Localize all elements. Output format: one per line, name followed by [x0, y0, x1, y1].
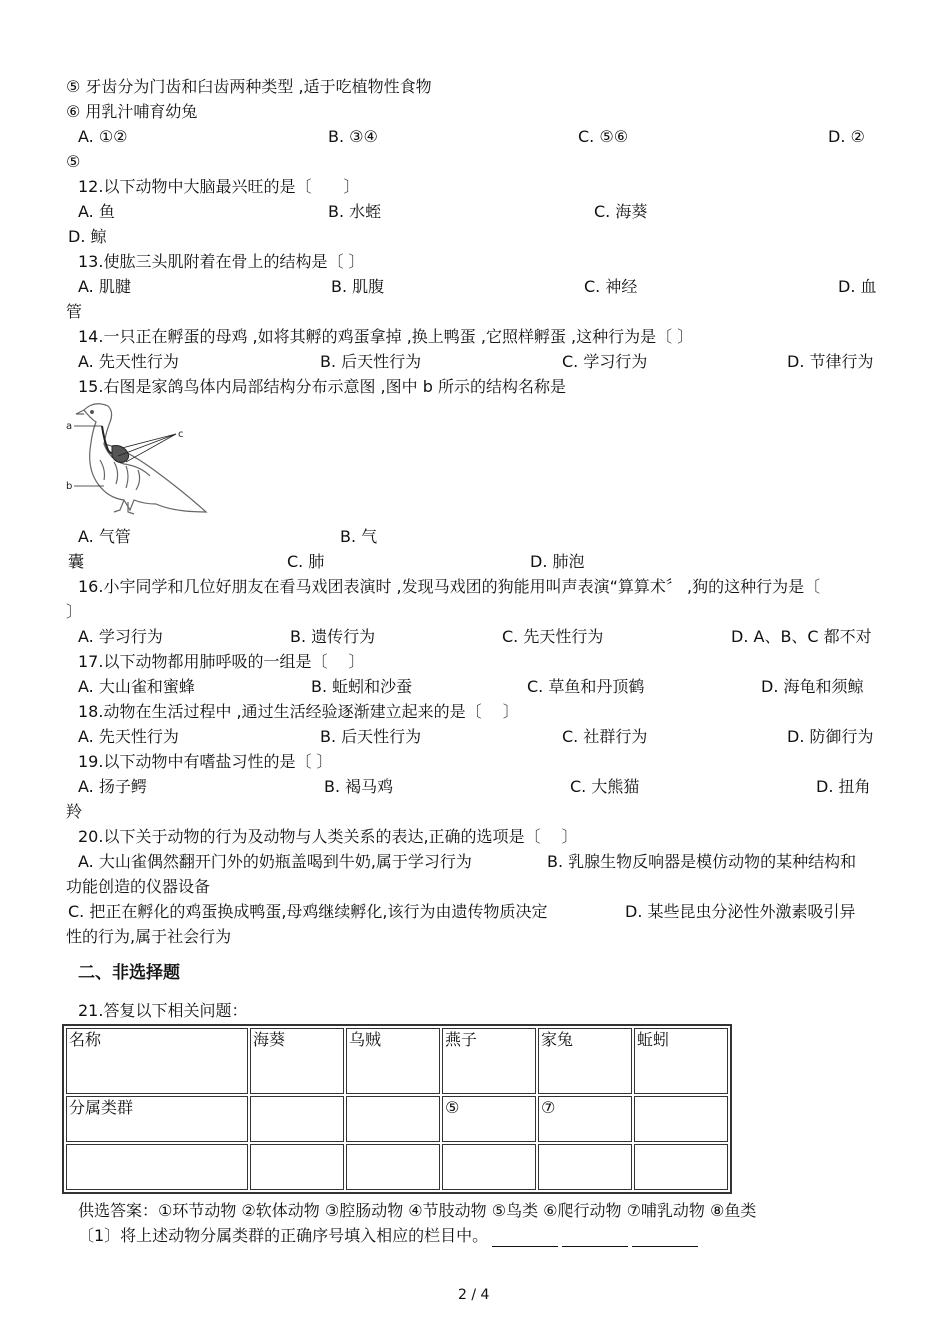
q16-choice-b: B. 遗传行为 — [290, 627, 376, 646]
section-heading: 二、非选择题 — [78, 963, 180, 983]
answer-blank[interactable] — [632, 1230, 698, 1247]
q15-choice-c: C. 肺 — [287, 552, 325, 571]
table-cell[interactable] — [634, 1144, 728, 1190]
q16-choice-a: A. 学习行为 — [78, 627, 163, 646]
page-number: 2 / 4 — [458, 1287, 490, 1303]
q17-choice-b: B. 蚯蚓和沙蚕 — [311, 677, 413, 696]
table-cell[interactable] — [250, 1096, 344, 1142]
table-row — [66, 1096, 728, 1142]
q12-stem: 12.以下动物中大脑最兴旺的是〔 〕 — [78, 177, 360, 196]
q12-choice-c: C. 海葵 — [594, 202, 648, 221]
q18-choice-d: D. 防御行为 — [787, 727, 874, 746]
q15-choice-b-cont: 囊 — [68, 552, 85, 571]
q17-stem: 17.以下动物都用肺呼吸的一组是〔 〕 — [78, 652, 365, 671]
table-cell[interactable] — [538, 1144, 632, 1190]
q13-choice-a: A. 肌腱 — [78, 277, 131, 296]
q11-choice-c: C. ⑤⑥ — [578, 127, 629, 146]
q21-stem: 21.答复以下相关问题： — [78, 1001, 248, 1020]
q19-choice-a: A. 扬子鳄 — [78, 777, 147, 796]
answer-blank[interactable] — [492, 1230, 558, 1247]
q20-choice-a: A. 大山雀偶然翻开门外的奶瓶盖喝到牛奶,属于学习行为 — [78, 852, 472, 871]
q18-stem: 18.动物在生活过程中 ,通过生活经验逐渐建立起来的是〔 〕 — [78, 702, 519, 721]
table-cell: 家兔 — [538, 1028, 632, 1094]
q20-choice-c: C. 把正在孵化的鸡蛋换成鸭蛋,母鸡继续孵化,该行为由遗传物质决定 — [68, 902, 548, 921]
q19-choice-c: C. 大熊猫 — [570, 777, 640, 796]
q18-choice-b: B. 后天性行为 — [320, 727, 422, 746]
fig-label-c: c — [178, 429, 184, 440]
q11-choice-d: D. ② — [828, 127, 865, 146]
q20-choice-d: D. 某些昆虫分泌性外激素吸引异 — [625, 902, 856, 921]
q16-choice-c: C. 先天性行为 — [502, 627, 604, 646]
q12-choice-b: B. 水蛭 — [328, 202, 382, 221]
q15-choice-a: A. 气管 — [78, 527, 131, 546]
q20-choice-d-cont: 性的行为,属于社会行为 — [66, 927, 232, 946]
q11-choice-a: A. ①② — [78, 127, 128, 146]
q14-choice-b: B. 后天性行为 — [320, 352, 422, 371]
q14-choice-c: C. 学习行为 — [562, 352, 648, 371]
table-cell: 分属类群 — [66, 1096, 248, 1142]
table-cell[interactable]: ⑦ — [538, 1096, 632, 1142]
q15-stem: 15.右图是家鸽鸟体内局部结构分布示意图 ,图中 b 所示的结构名称是 — [78, 377, 566, 396]
q14-choice-d: D. 节律行为 — [787, 352, 874, 371]
table-cell[interactable] — [442, 1144, 536, 1190]
q16-stem-end: 〕 — [66, 602, 83, 621]
q21-part1 — [78, 1225, 698, 1247]
fig-label-b: b — [66, 481, 73, 492]
q18-choice-a: A. 先天性行为 — [78, 727, 179, 746]
fig-label-a: a — [66, 421, 73, 432]
q15-choice-b: B. 气 — [340, 527, 378, 546]
q19-choice-d-cont: 羚 — [66, 802, 83, 821]
q13-choice-d: D. 血 — [838, 277, 877, 296]
q13-stem: 13.使肱三头肌附着在骨上的结构是〔 〕 — [78, 252, 365, 271]
q17-choice-c: C. 草鱼和丹顶鹤 — [527, 677, 645, 696]
q19-choice-b: B. 褐马鸡 — [324, 777, 394, 796]
table-cell[interactable]: ⑤ — [442, 1096, 536, 1142]
q18-choice-c: C. 社群行为 — [562, 727, 648, 746]
q13-choice-d-cont: 管 — [66, 302, 83, 321]
table-cell: 蚯蚓 — [634, 1028, 728, 1094]
q21-part1-text: 〔1〕将上述动物分属类群的正确序号填入相应的栏目中。 — [78, 1226, 489, 1245]
q11-option5: ⑤ 牙齿分为门齿和臼齿两种类型 ,适于吃植物性食物 — [66, 77, 432, 96]
q11-choice-d-cont: ⑤ — [66, 152, 81, 171]
table-cell: 乌贼 — [346, 1028, 440, 1094]
table-cell[interactable] — [66, 1144, 248, 1190]
q19-stem: 19.以下动物中有嗜盐习性的是〔 〕 — [78, 752, 333, 771]
q20-choice-b-cont: 功能创造的仪器设备 — [66, 877, 211, 896]
table-cell[interactable] — [634, 1096, 728, 1142]
q16-stem: 16.小宇同学和几位好朋友在看马戏团表演时 ,发现马戏团的狗能用叫声表演“算算术〞 ,狗的这种行为是〔 — [78, 577, 821, 596]
q11-choice-b: B. ③④ — [328, 127, 378, 146]
q16-choice-d: D. A、B、C 都不对 — [731, 627, 872, 646]
q20-stem: 20.以下关于动物的行为及动物与人类关系的表达,正确的选项是〔 〕 — [78, 827, 578, 846]
table-cell[interactable] — [250, 1144, 344, 1190]
table-cell[interactable] — [346, 1096, 440, 1142]
answer-blank[interactable] — [562, 1230, 628, 1247]
classification-table — [62, 1024, 732, 1194]
pigeon-diagram — [64, 400, 214, 520]
q19-choice-d: D. 扭角 — [816, 777, 871, 796]
table-row — [66, 1144, 728, 1190]
table-cell: 名称 — [66, 1028, 248, 1094]
table-cell[interactable] — [346, 1144, 440, 1190]
q12-choice-a: A. 鱼 — [78, 202, 115, 221]
q15-choice-d: D. 肺泡 — [530, 552, 585, 571]
q12-choice-d: D. 鲸 — [68, 227, 107, 246]
table-cell: 燕子 — [442, 1028, 536, 1094]
answer-options: 供选答案：①环节动物 ②软体动物 ③腔肠动物 ④节肢动物 ⑤鸟类 ⑥爬行动物 ⑦哺乳动物 ⑧鱼类 — [78, 1201, 757, 1220]
q17-choice-d: D. 海龟和须鲸 — [761, 677, 864, 696]
q17-choice-a: A. 大山雀和蜜蜂 — [78, 677, 195, 696]
q11-option6: ⑥ 用乳汁哺育幼兔 — [66, 102, 198, 121]
q13-choice-c: C. 神经 — [584, 277, 638, 296]
table-cell: 海葵 — [250, 1028, 344, 1094]
q13-choice-b: B. 肌腹 — [331, 277, 385, 296]
q14-choice-a: A. 先天性行为 — [78, 352, 179, 371]
q20-choice-b: B. 乳腺生物反响器是模仿动物的某种结构和 — [547, 852, 857, 871]
q14-stem: 14.一只正在孵蛋的母鸡 ,如将其孵的鸡蛋拿掉 ,换上鸭蛋 ,它照样孵蛋 ,这种行为是〔 〕 — [78, 327, 694, 346]
table-row — [66, 1028, 728, 1094]
